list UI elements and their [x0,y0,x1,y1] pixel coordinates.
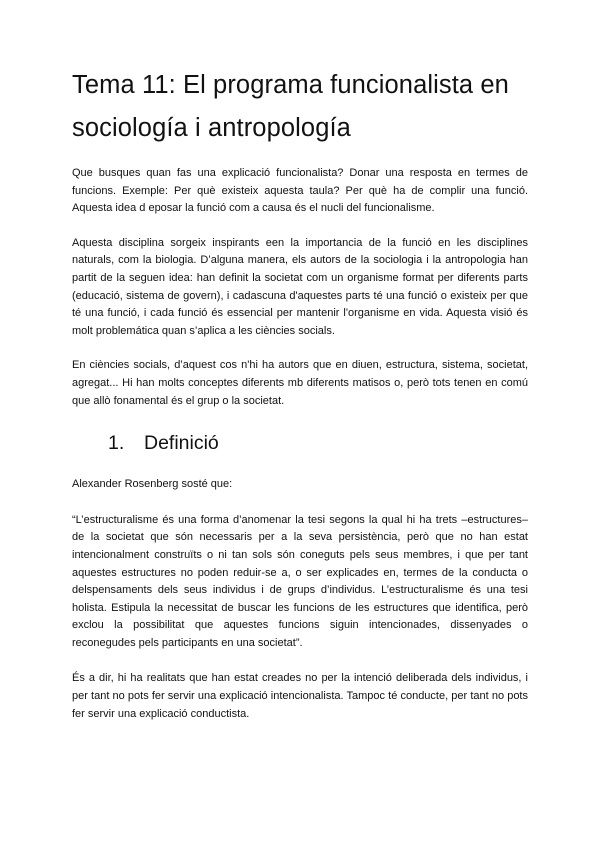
paragraph-social-sciences: En ciències socials, d’aquest cos n'hi ha autors que en diuen, estructura, sistema, societat, agregat... Hi han molts conceptes diferents mb diferents matisos o, però tots tenen en comú que allò fonamental és el grup o la societat. [72,359,528,407]
section-number: 1. [108,432,125,455]
paragraph-intro: Que busques quan fas una explicació funcionalista? Donar una resposta en termes de funcions. Exemple: Per què existeix aquesta taula? Per què ha de complir una funció. Aquesta idea d eposar la funció com a causa és el nucli del funcionalisme. [72,167,528,215]
section-title: Definició [144,432,219,455]
paragraph-quote: “L’estructuralisme és una forma d’anomenar la tesi segons la qual hi ha trets –estructures– de la societat que són necessaris per a la seva persistència, però que no han estat intencionalment construïts o ni tan sols són coneguts pels seus membres, i que per tant aquestes estructures no poden reduir-se a, o ser explicades en, termes de la conducta o delspensaments dels seus individus i de grups d’individus. L’estructuralisme és una tesi holista. Estipula la necessitat de buscar les funcions de les estructures que identifica, però exclou la possibilitat que aquestes funcions siguin intencionades, dissenyades o reconegudes pels participants en una societat”. [72,513,528,649]
page-title: Tema 11: El programa funcionalista en sociología i antropología [72,71,509,142]
paragraph-rosenberg: Alexander Rosenberg sosté que: [72,478,233,491]
paragraph-conclusion: És a dir, hi ha realitats que han estat creades no per la intenció deliberada dels individus, i per tant no pots fer servir una explicació intencionalista. Tampoc té conducte, per tant no pots fer servir una explicació conductista. [72,672,528,720]
section-heading [72,428,528,458]
document-page [72,64,528,723]
paragraph-discipline: Aquesta disciplina sorgeix inspirants een la importancia de la funció en les disciplines naturals, com la biologia. D’alguna manera, els autors de la sociologia i la antropologia han partit de la seguen idea: han definit la societat com un organisme format per diferents parts (educació, sistema de govern), i cadascuna d'aquestes parts té una funció o existeix per que té una funció, i cada funció és essencial per mantenir l'organisme en vida. Aquesta visió és molt problemática quan s’aplica a les ciències socials. [72,236,528,337]
